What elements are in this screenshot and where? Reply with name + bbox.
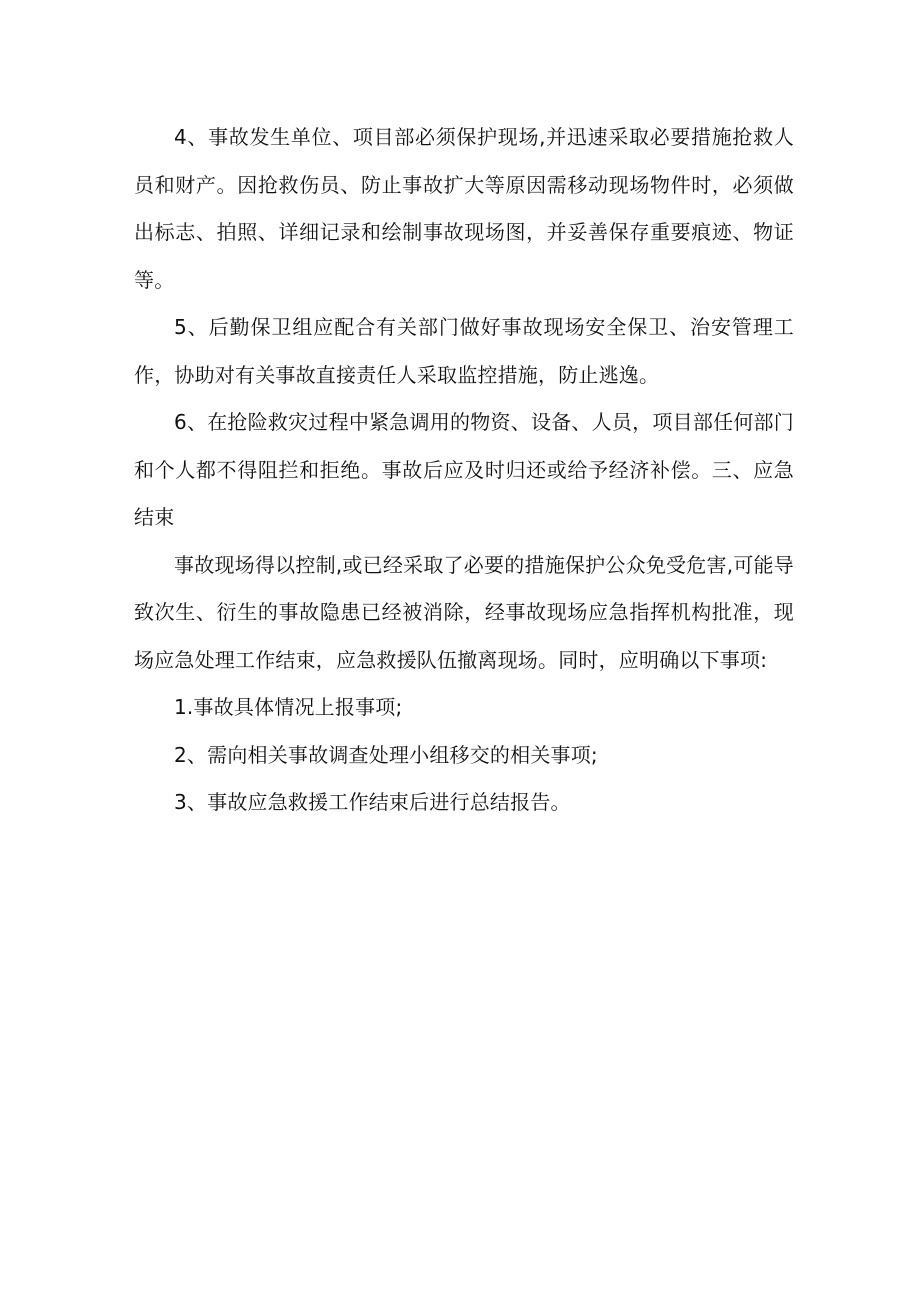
document-body xyxy=(134,114,794,827)
list-item-summary: 3、事故应急救援工作结束后进行总结报告。 xyxy=(174,790,571,814)
list-item-handover: 2、需向相关事故调查处理小组移交的相关事项; xyxy=(174,742,598,767)
paragraph-emergency-resources: 6、在抢险救灾过程中紧急调用的物资、设备、人员，项目部任何部门和个人都不得阻拦和拒绝。事故后应及时归还或给予经济补偿。三、应急结束 xyxy=(134,410,794,529)
paragraph-emergency-end: 事故现场得以控制,或已经采取了必要的措施保护公众免受危害,可能导致次生、衍生的事故隐患已经被消除，经事故现场应急指挥机构批准，现场应急处理工作结束，应急救援队伍撤离现场。同时，应明确以下事项: xyxy=(134,552,794,672)
paragraph-security-support: 5、后勤保卫组应配合有关部门做好事故现场安全保卫、治安管理工作，协助对有关事故直接责任人采取监控措施，防止逃逸。 xyxy=(134,315,794,387)
paragraph-site-protection: 4、事故发生单位、项目部必须保护现场,并迅速采取必要措施抢救人员和财产。因抢救伤员、防止事故扩大等原因需移动现场物件时，必须做出标志、拍照、详细记录和绘制事故现场图，并妥善保存重要痕迹、物证等。 xyxy=(134,125,794,292)
list-item-report: 1.事故具体情况上报事项; xyxy=(174,695,403,719)
